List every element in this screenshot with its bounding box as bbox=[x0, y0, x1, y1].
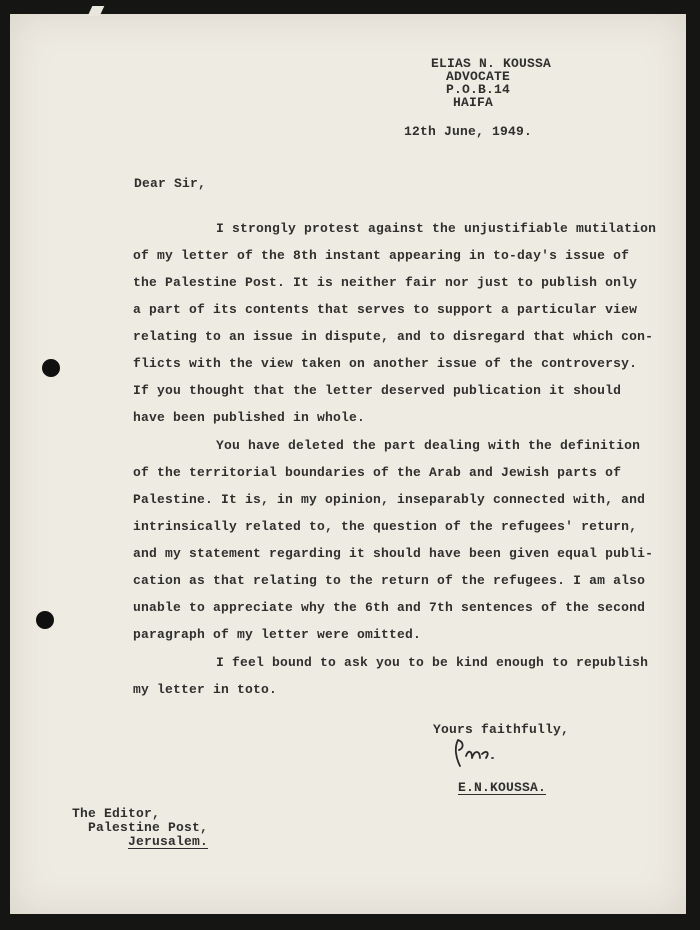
body-line: relating to an issue in dispute, and to disregard that which con- bbox=[133, 329, 654, 344]
addressee-line2: Palestine Post, bbox=[88, 820, 209, 835]
letter-date: 12th June, 1949. bbox=[404, 124, 533, 139]
body-line: cation as that relating to the return of the refugees. I am also bbox=[133, 573, 646, 588]
handwritten-signature bbox=[452, 736, 498, 770]
signature-name: E.N.KOUSSA. bbox=[458, 780, 547, 795]
addressee-line3: Jerusalem. bbox=[128, 834, 209, 849]
letterhead-pob: P.O.B.14 bbox=[446, 82, 511, 97]
body-line: a part of its contents that serves to support a particular view bbox=[133, 302, 638, 317]
salutation: Dear Sir, bbox=[134, 176, 207, 191]
body-line: and my statement regarding it should have been given equal publi- bbox=[133, 546, 654, 561]
body-line: paragraph of my letter were omitted. bbox=[133, 627, 422, 642]
closing: Yours faithfully, bbox=[433, 722, 570, 737]
body-line: of my letter of the 8th instant appearing in to-day's issue of bbox=[133, 248, 630, 263]
body-line: I strongly protest against the unjustifiable mutilation bbox=[216, 221, 657, 236]
letterhead-name: ELIAS N. KOUSSA bbox=[431, 56, 552, 71]
body-line: I feel bound to ask you to be kind enough to republish bbox=[216, 655, 649, 670]
body-line: intrinsically related to, the question of the refugees' return, bbox=[133, 519, 638, 534]
letter-page bbox=[10, 14, 686, 914]
body-line: If you thought that the letter deserved publication it should bbox=[133, 383, 622, 398]
addressee-line1: The Editor, bbox=[72, 806, 161, 821]
letterhead-city: HAIFA bbox=[453, 95, 494, 110]
body-line: have been published in whole. bbox=[133, 410, 366, 425]
letterhead-title: ADVOCATE bbox=[446, 69, 511, 84]
body-line: Palestine. It is, in my opinion, inseparably connected with, and bbox=[133, 492, 646, 507]
body-line: flicts with the view taken on another issue of the controversy. bbox=[133, 356, 638, 371]
body-line: unable to appreciate why the 6th and 7th sentences of the second bbox=[133, 600, 646, 615]
body-line: the Palestine Post. It is neither fair nor just to publish only bbox=[133, 275, 638, 290]
punch-hole-bottom bbox=[36, 611, 54, 629]
body-line: of the territorial boundaries of the Arab and Jewish parts of bbox=[133, 465, 622, 480]
punch-hole-top bbox=[42, 359, 60, 377]
body-line: You have deleted the part dealing with the definition bbox=[216, 438, 641, 453]
body-line: my letter in toto. bbox=[133, 682, 278, 697]
